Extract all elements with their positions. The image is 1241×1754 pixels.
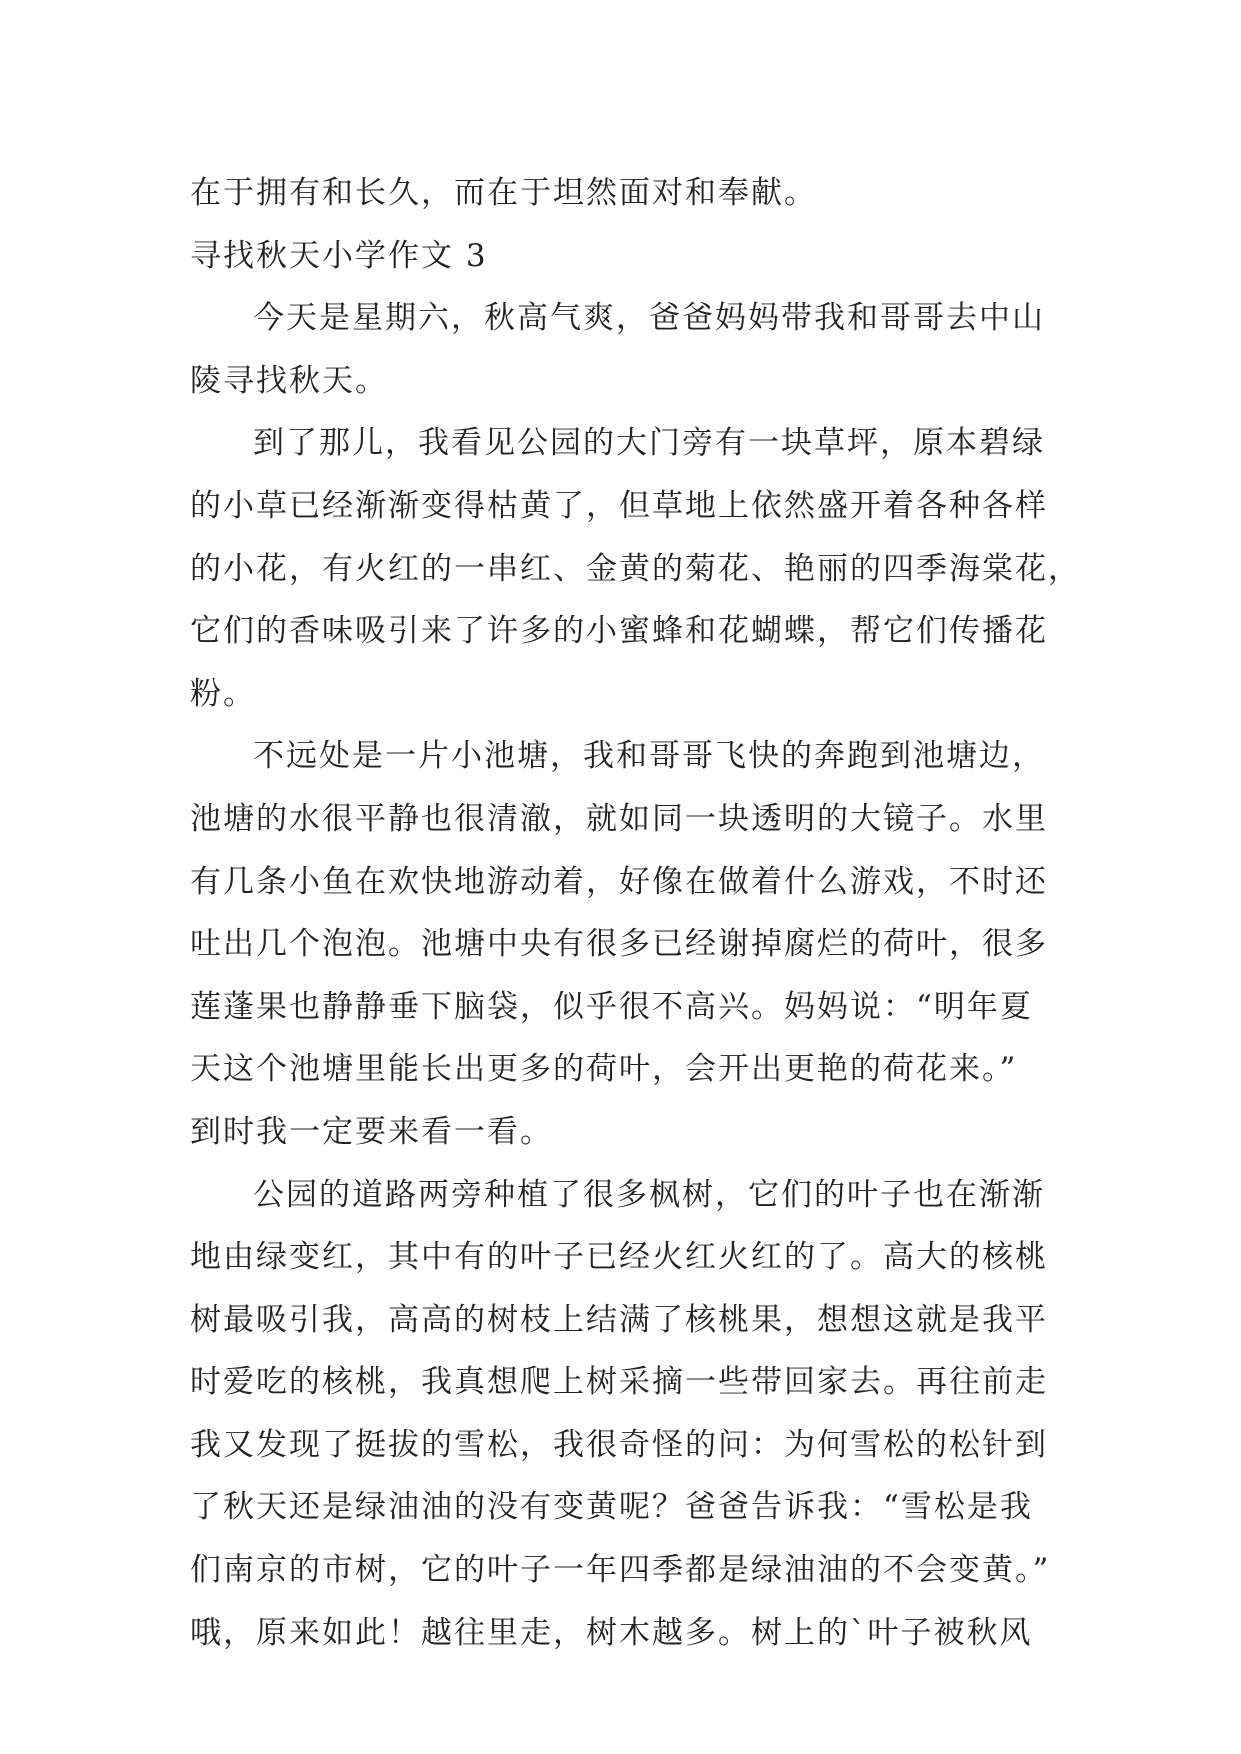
text-line: 吐出几个泡泡。池塘中央有很多已经谢掉腐烂的荷叶，很多 — [190, 926, 1048, 963]
text-line: 地由绿变红，其中有的叶子已经火红火红的了。高大的核桃 — [190, 1239, 1048, 1276]
text-line: 有几条小鱼在欢快地游动着，好像在做着什么游戏，不时还 — [190, 863, 1048, 900]
document-body — [190, 162, 1081, 1664]
text-line: 到时我一定要来看一看。 — [190, 1113, 553, 1150]
text-line: 们南京的市树，它的叶子一年四季都是绿油油的不会变黄。” — [190, 1552, 1051, 1589]
text-line: 的小草已经渐渐变得枯黄了，但草地上依然盛开着各种各样 — [190, 487, 1048, 524]
text-line: 陵寻找秋天。 — [190, 362, 388, 399]
text-line: 今天是星期六，秋高气爽，爸爸妈妈带我和哥哥去中山 — [253, 300, 1045, 337]
text-line: 了秋天还是绿油油的没有变黄呢？爸爸告诉我：“雪松是我 — [190, 1489, 1033, 1526]
section-heading: 寻找秋天小学作文 3 — [190, 237, 488, 274]
text-line: 我又发现了挺拔的雪松，我很奇怪的问：为何雪松的松针到 — [190, 1426, 1048, 1463]
text-line: 粉。 — [190, 675, 256, 712]
text-line: 天这个池塘里能长出更多的荷叶，会开出更艳的荷花来。” — [190, 1051, 1018, 1088]
text-line: 在于拥有和长久，而在于坦然面对和奉献。 — [190, 175, 817, 211]
text-line: 它们的香味吸引来了许多的小蜜蜂和花蝴蝶，帮它们传播花 — [190, 613, 1048, 650]
text-line: 哦，原来如此！越往里走，树木越多。树上的`叶子被秋风 — [190, 1614, 1033, 1651]
text-line: 树最吸引我，高高的树枝上结满了核桃果，想想这就是我平 — [190, 1301, 1048, 1338]
text-line: 池塘的水很平静也很清澈，就如同一块透明的大镜子。水里 — [190, 800, 1048, 837]
text-line: 的小花，有火红的一串红、金黄的菊花、艳丽的四季海棠花， — [190, 550, 1081, 587]
text-line: 不远处是一片小池塘，我和哥哥飞快的奔跑到池塘边， — [253, 738, 1045, 775]
text-line: 时爱吃的核桃，我真想爬上树采摘一些带回家去。再往前走 — [190, 1364, 1048, 1401]
text-line: 公园的道路两旁种植了很多枫树，它们的叶子也在渐渐 — [253, 1176, 1045, 1213]
text-line: 莲蓬果也静静垂下脑袋，似乎很不高兴。妈妈说：“明年夏 — [190, 988, 1033, 1025]
text-line: 到了那儿，我看见公园的大门旁有一块草坪，原本碧绿 — [253, 425, 1045, 462]
